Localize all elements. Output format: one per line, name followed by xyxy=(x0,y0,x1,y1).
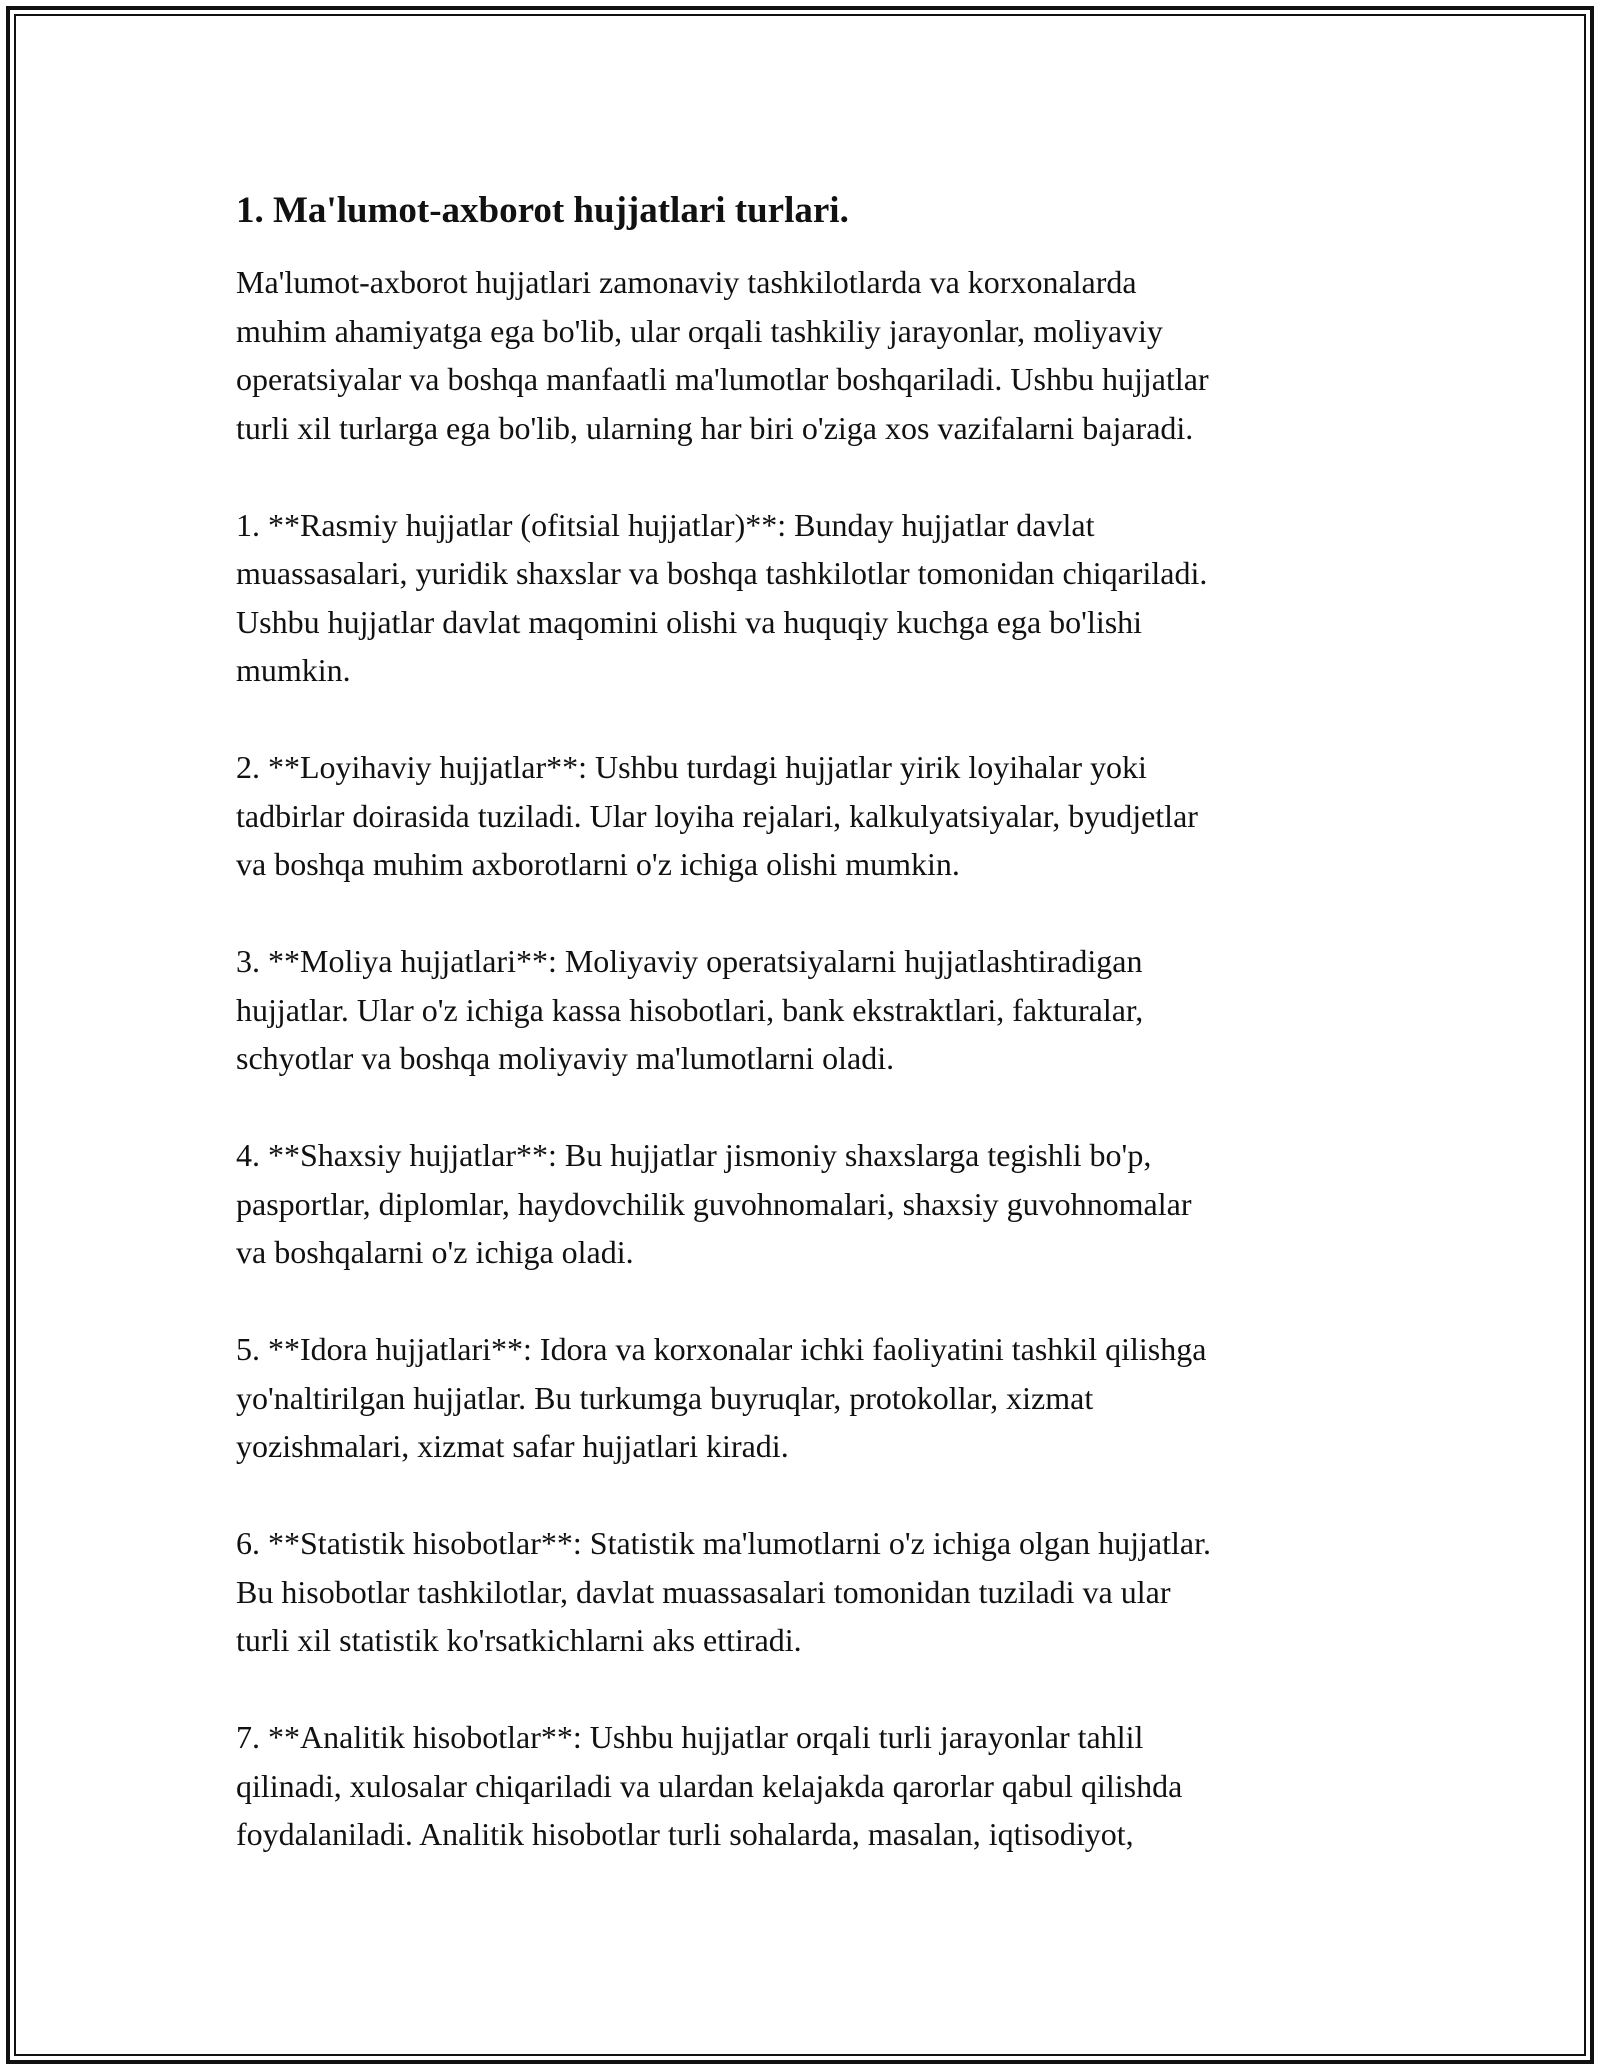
text-line: turli xil statistik ko'rsatkichlarni aks ettiradi. xyxy=(236,1622,802,1658)
text-line: Ma'lumot-axborot hujjatlari zamonaviy tashkilotlarda va korxonalarda xyxy=(236,264,1137,300)
text-line: 5. **Idora hujjatlari**: Idora va korxonalar ichki faoliyatini tashkil qilishga xyxy=(236,1331,1207,1367)
text-line: tadbirlar doirasida tuziladi. Ular loyiha rejalari, kalkulyatsiyalar, byudjetlar xyxy=(236,797,1198,834)
text-line: hujjatlar. Ular o'z ichiga kassa hisobotlari, bank ekstraktlari, fakturalar, xyxy=(236,991,1144,1028)
text-line: 4. **Shaxsiy hujjatlar**: Bu hujjatlar jismoniy shaxslarga tegishli bo'p, xyxy=(236,1137,1152,1173)
text-line: 7. **Analitik hisobotlar**: Ushbu hujjatlar orqali turli jarayonlar tahlil xyxy=(236,1719,1144,1755)
list-item-paragraph xyxy=(236,1519,1366,1665)
section-heading: 1. Ma'lumot-axborot hujjatlari turlari. xyxy=(236,190,849,231)
intro-paragraph xyxy=(236,258,1366,452)
list-item-paragraph xyxy=(236,1325,1366,1471)
text-line: mumkin. xyxy=(236,652,351,688)
list-item-paragraph xyxy=(236,1713,1366,1859)
list-item-paragraph xyxy=(236,937,1366,1083)
text-line: 2. **Loyihaviy hujjatlar**: Ushbu turdagi hujjatlar yirik loyihalar yoki xyxy=(236,749,1147,785)
text-line: turli xil turlarga ega bo'lib, ularning har biri o'ziga xos vazifalarni bajaradi. xyxy=(236,409,1194,446)
text-line: qilinadi, xulosalar chiqariladi va ulardan kelajakda qarorlar qabul qilishda xyxy=(236,1767,1183,1804)
text-line: 6. **Statistik hisobotlar**: Statistik ma'lumotlarni o'z ichiga olgan hujjatlar. xyxy=(236,1525,1211,1561)
paragraph-list xyxy=(236,258,1366,1859)
text-line: 3. **Moliya hujjatlari**: Moliyaviy operatsiyalarni hujjatlashtiradigan xyxy=(236,943,1143,979)
text-line: 1. **Rasmiy hujjatlar (ofitsial hujjatlar)**: Bunday hujjatlar davlat xyxy=(236,506,1095,543)
text-line: Ushbu hujjatlar davlat maqomini olishi va huquqiy kuchga ega bo'lishi xyxy=(236,603,1143,640)
text-line: yozishmalari, xizmat safar hujjatlari kiradi. xyxy=(236,1428,789,1464)
text-line: schyotlar va boshqa moliyaviy ma'lumotlarni oladi. xyxy=(236,1040,895,1076)
text-line: muhim ahamiyatga ega bo'lib, ular orqali tashkiliy jarayonlar, moliyaviy xyxy=(236,312,1163,349)
list-item-paragraph xyxy=(236,1131,1366,1277)
text-line: foydalaniladi. Analitik hisobotlar turli sohalarda, masalan, iqtisodiyot, xyxy=(236,1816,1134,1852)
list-item-paragraph xyxy=(236,501,1366,695)
text-line: va boshqalarni o'z ichiga oladi. xyxy=(236,1234,634,1270)
text-line: va boshqa muhim axborotlarni o'z ichiga olishi mumkin. xyxy=(236,846,960,882)
list-item-paragraph xyxy=(236,743,1366,889)
text-line: muassasalari, yuridik shaxslar va boshqa tashkilotlar tomonidan chiqariladi. xyxy=(236,555,1208,591)
document-body xyxy=(236,186,1366,1907)
text-line: pasportlar, diplomlar, haydovchilik guvohnomalari, shaxsiy guvohnomalar xyxy=(236,1185,1192,1222)
text-line: operatsiyalar va boshqa manfaatli ma'lumotlar boshqariladi. Ushbu hujjatlar xyxy=(236,361,1209,397)
text-line: yo'naltirilgan hujjatlar. Bu turkumga buyruqlar, protokollar, xizmat xyxy=(236,1379,1094,1416)
text-line: Bu hisobotlar tashkilotlar, davlat muassasalari tomonidan tuziladi va ular xyxy=(236,1573,1171,1610)
